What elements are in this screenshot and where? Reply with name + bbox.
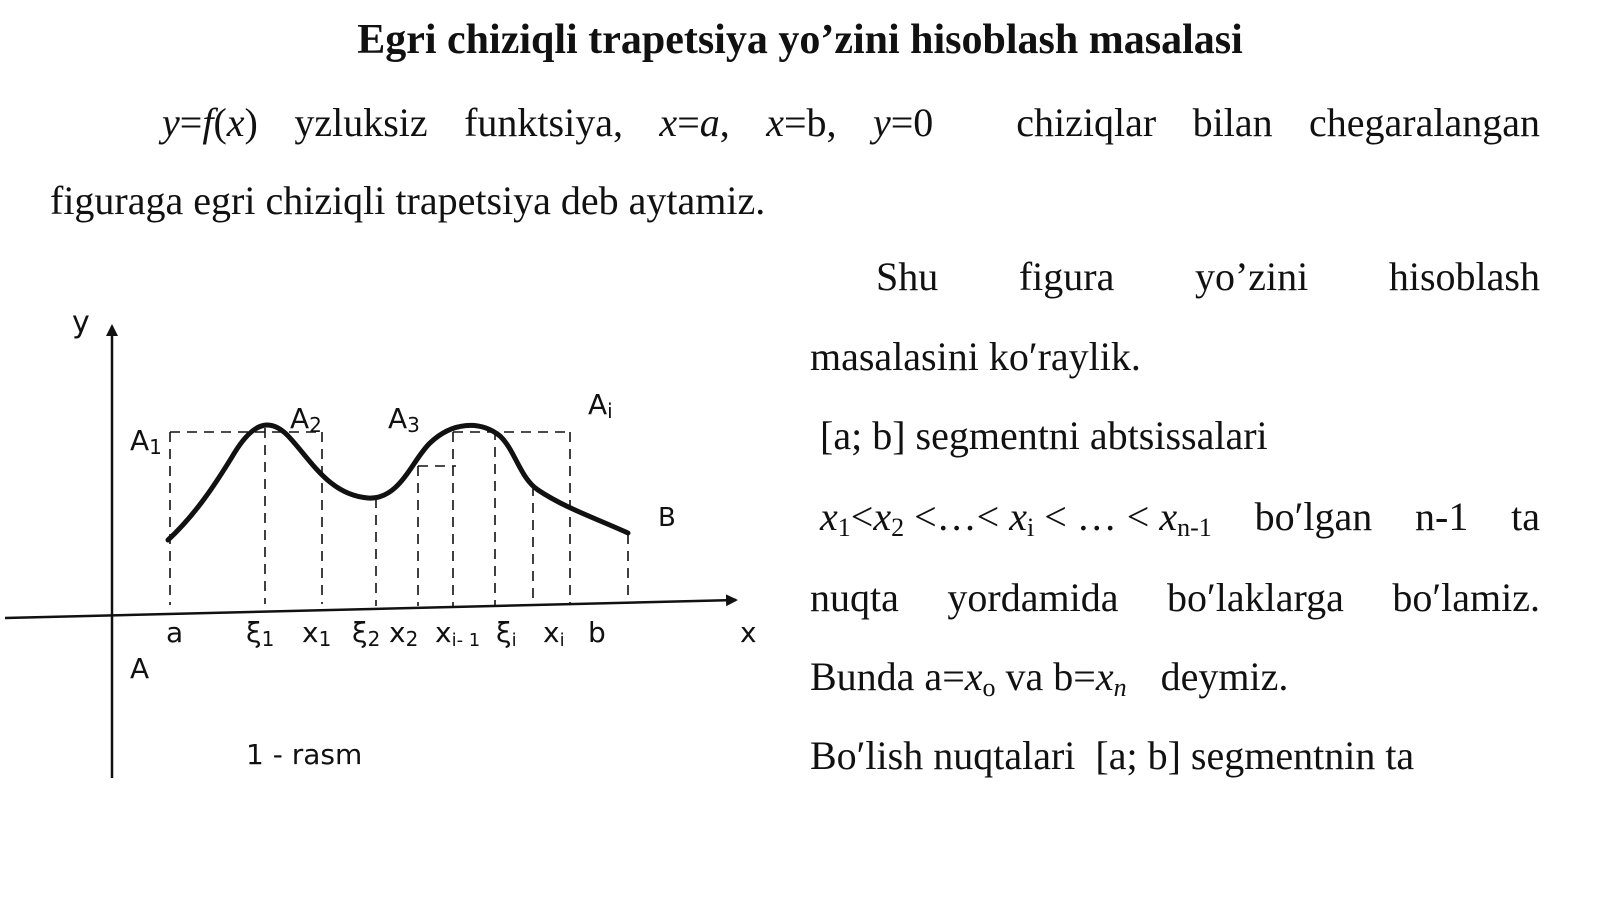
tick-xim1: xi- 1 [435,616,481,651]
word-yzluksiz: yzluksiz [294,100,428,145]
eq-y-0 [873,100,933,146]
label-B: B [658,503,676,533]
eq: = [677,100,700,145]
var-y: y [872,100,891,145]
word: nuqta [810,575,899,620]
tick-xii: ξi [496,616,517,651]
function-curve [168,425,628,540]
tick-x1: x1 [302,616,332,651]
subscript: n [1113,673,1127,702]
text: deymiz. [1160,654,1289,699]
subscript: n-1 [1177,513,1212,542]
x-axis [5,600,736,618]
tick-xi1: ξ1 [246,616,275,651]
tick-b: b [588,616,606,649]
right-line-5 [810,575,1540,621]
word-funktsiya: funktsiya, [464,100,623,145]
var-x: x [766,100,784,145]
label-A2: A2 [290,402,322,437]
lt: <…< [904,494,1010,539]
right-line-7: Boʹlish nuqtalari [a; b] segmentnin ta [810,733,1415,778]
figure-caption: 1 - rasm [246,738,363,771]
right-line-2: masalasini koʹraylik. [810,334,1141,379]
var-x: x [964,654,983,699]
word: n-1 [1415,494,1469,539]
tick-xi2: ξ2 [352,616,381,651]
right-line-3: [a; b] segmentni abtsissalari [820,413,1268,458]
tick-xiv: xi [543,616,565,651]
var-x: x [226,100,245,145]
var-x: x [873,494,892,539]
x-arg: (x) [213,100,258,145]
subscript: i [1026,513,1035,542]
text: va b= [995,654,1096,699]
inequality-chain [820,494,1212,540]
word: boʹlgan [1254,494,1373,539]
var-x: x [659,100,678,145]
word-chegaralangan: chegaralangan [1309,100,1540,145]
subscript: 1 [837,513,851,542]
y-axis-label: y [72,305,90,340]
word: boʹlaklarga [1167,575,1344,620]
word: ta [1511,494,1540,539]
comma: , [719,100,730,145]
var-f: f [202,100,214,145]
word: yo’zini [1194,254,1309,299]
word: yordamida [947,575,1119,620]
subscript: 2 [891,513,905,542]
word-bilan: bilan [1192,100,1273,145]
word: figura [1018,254,1115,299]
tick-x2: x2 [389,616,419,651]
var-x: x [1095,654,1114,699]
word: hisoblash [1388,254,1540,299]
intro-line-2: figuraga egri chiziqli trapetsiya deb aytamiz. [50,178,766,223]
word-chiziqlar: chiziqlar [1016,100,1157,145]
eq: =0 [890,100,934,145]
word: Shu [876,254,939,299]
dashed-ordinates [170,428,628,606]
eq: = [179,100,203,145]
var-x: x [820,494,838,539]
subscript: o [982,673,996,702]
lt: < [850,494,874,539]
right-line-4 [820,494,1540,540]
label-A-bottom: A [130,652,150,685]
var-a: a [699,100,720,145]
label-A3: A3 [388,402,420,437]
eq: =b, [783,100,837,145]
tick-a: a [166,616,184,649]
word: boʹlamiz. [1392,575,1540,620]
right-line-1 [876,254,1540,300]
label-Ai: Ai [588,388,613,423]
var-x: x [1009,494,1027,539]
page-title: Egri chiziqli trapetsiya yo’zini hisoblash masalasi [357,17,1243,63]
text: Bunda a= [810,654,965,699]
x-axis-label: x [740,616,757,649]
var-y: y [162,100,180,145]
right-line-6 [810,654,1288,700]
var-x: x [1159,494,1178,539]
label-A1: A1 [130,424,162,459]
lt: < … < [1034,494,1160,539]
